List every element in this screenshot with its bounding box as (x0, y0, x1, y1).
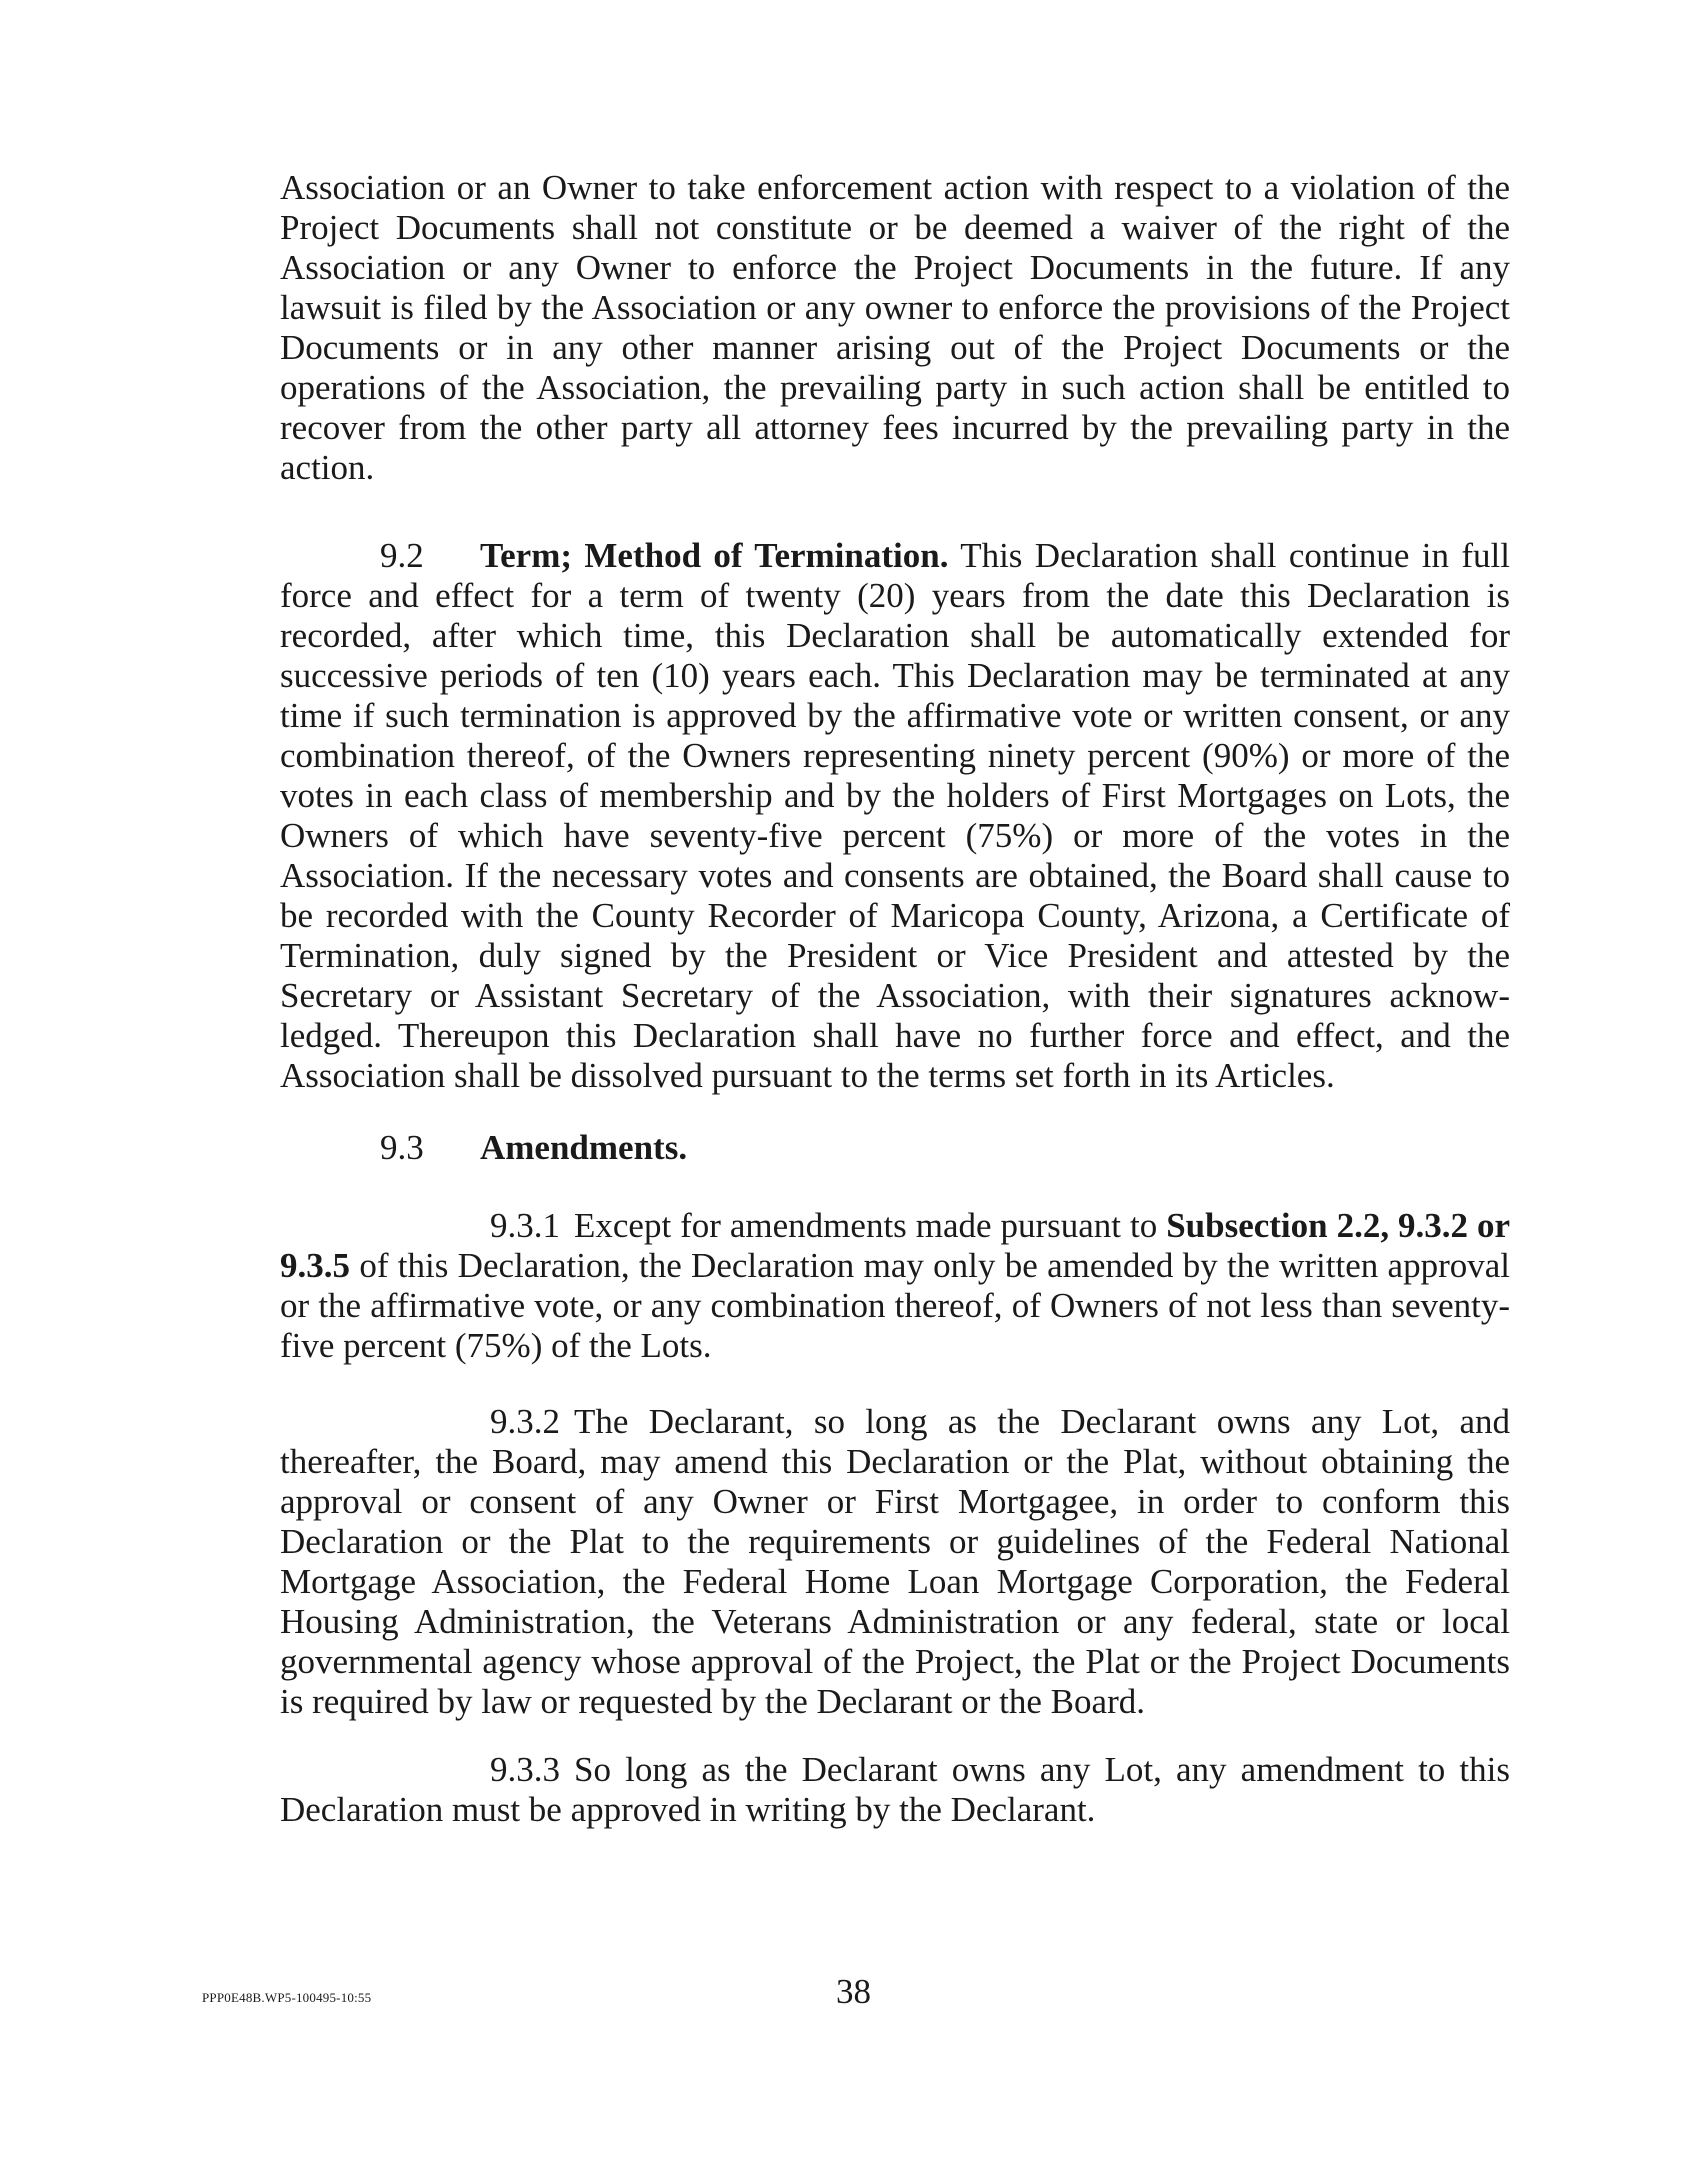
section-9-3-2 (280, 1402, 1510, 1722)
section-body: So long as the Declarant owns any Lot, any amendment to this Declaration must be approved in writing by the Declarant. (280, 1750, 1510, 1829)
subsection-reference: Subsection 2.2, 9.3.2 or 9.3.5 (280, 1206, 1511, 1285)
section-9-3 (380, 1128, 687, 1168)
section-number: 9.3.3 (490, 1750, 560, 1789)
section-number: 9.2 (380, 536, 424, 575)
paragraph-text: Association or an Owner to take enforcement action with respect to a violation of the Project Documents shall not constitute or be deemed a waiver of the right of the Association or any Owner to enforce the Project Documents in the future. If any lawsuit is filed by the Association or any owner to enforce the provisions of the Project Documents or in any other manner arising out of the Project Documents or the operations of the Association, the prevailing party in such action shall be entitled to recover from the other party all attorney fees incurred by the prevailing party in the action. (280, 168, 1510, 487)
section-number: 9.3.1 (490, 1206, 560, 1245)
section-lead: Except for amendments made pursuant to (574, 1206, 1158, 1245)
section-number: 9.3.2 (490, 1402, 560, 1441)
section-heading: Amendments. (480, 1128, 688, 1167)
document-id: PPP0E48B.WP5-100495-10:55 (202, 1990, 372, 2005)
section-body: This Declaration shall continue in full force and effect for a term of twenty (20) years from the date this Declaration is recorded, after which time, this Declaration shall be automatically extended for successive periods of ten (10) years each. This Declaration may be terminated at any time if such termination is approved by the affirmative vote or written consent, or any combination thereof, of the Owners representing ninety percent (90%) or more of the votes in each class of membership and by the holders of First Mortgages on Lots, the Owners of which have seventy-five percent (75%) or more of the votes in the Association. If the necessary votes and consents are obtained, the Board shall cause to be recorded with the County Recorder of Maricopa County, Arizona, a Certificate of Termination, duly signed by the President or Vice President and attested by the Secretary or Assistant Secretary of the Association, with their signatures acknow-ledged. Thereupon this Declaration shall have no further force and effect, and the Association shall be dissolved pursuant to the terms set forth in its Articles. (280, 536, 1510, 1095)
section-heading: Term; Method of Termination. (480, 536, 949, 575)
section-body: of this Declaration, the Declaration may only be amended by the written approval or the affirmative vote, or any combination thereof, of Owners of not less than seventy-five percent (75%) of the Lots. (280, 1246, 1511, 1365)
paragraph-continuation (280, 168, 1510, 488)
section-body: The Declarant, so long as the Declarant owns any Lot, and thereafter, the Board, may amend this Declaration or the Plat, without obtaining the approval or consent of any Owner or First Mortgagee, in order to conform this Declaration or the Plat to the requirements or guidelines of the Federal National Mortgage Association, the Federal Home Loan Mortgage Corporation, the Federal Housing Administration, the Veterans Administration or any federal, state or local governmental agency whose approval of the Project, the Plat or the Project Documents is required by law or requested by the Declarant or the Board. (280, 1402, 1510, 1721)
section-number: 9.3 (380, 1128, 424, 1167)
section-9-3-1 (280, 1206, 1510, 1366)
section-9-3-3 (280, 1750, 1510, 1830)
section-9-2 (280, 536, 1510, 1096)
page-number: 38 (836, 1972, 871, 2011)
